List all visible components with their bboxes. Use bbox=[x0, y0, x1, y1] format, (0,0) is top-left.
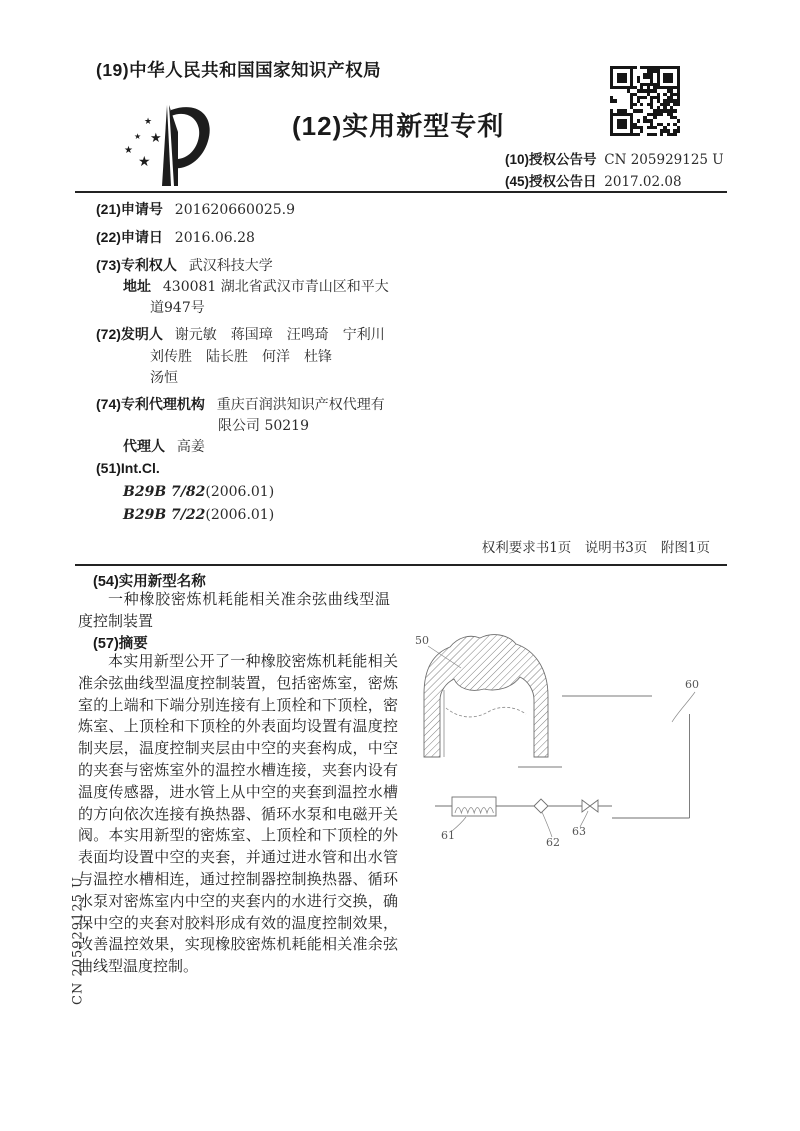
biblio-divider bbox=[75, 564, 727, 566]
inventors-line1: 谢元敏 蒋国璋 汪鸣琦 宁利川 bbox=[174, 327, 385, 343]
header-divider bbox=[75, 191, 727, 193]
issuing-office-title: (19)中华人民共和国国家知识产权局 bbox=[96, 60, 382, 80]
patentee-value: 武汉科技大学 bbox=[188, 258, 273, 274]
agent-label: 代理人 bbox=[123, 438, 165, 454]
intcl-code-1: B29B 7/82 bbox=[123, 484, 206, 500]
svg-text:★: ★ bbox=[150, 131, 162, 146]
svg-text:★: ★ bbox=[138, 154, 151, 170]
application-number-value: 201620660025.9 bbox=[174, 202, 296, 218]
abstract-text: 本实用新型公开了一种橡胶密炼机耗能相关准余弦曲线型温度控制装置，包括密炼室，密炼室的上端和下端分别连接有上顶栓和下顶栓，密炼室、上顶栓和下顶栓的外表面均设置有温度控制夹层，温度控制夹层由中空的夹套构成，中空的夹套与密炼室外的温控水槽连接，夹套内设有温度传感器，进水管上从中空的夹套到温控水槽的方向依次连接有换热器、循环水泵和电磁开关阀。本实用新型的密炼室、上顶栓和下顶栓的外表面均设置中空的夹套，并通过进水管和出水管与温控水槽相连，通过控制器控制换热器、循环水泵对密炼室内中空的夹套内的水进行交换，确保中空的夹套对胶料形成有效的温度控制效果，改善温控效果，实现橡胶密炼机耗能相关准余弦曲线型温度控制。 bbox=[78, 652, 398, 976]
address-line2: 道947号 bbox=[150, 300, 205, 316]
utility-model-title: 一种橡胶密炼机耗能相关准余弦曲线型温度控制装置 bbox=[78, 590, 390, 630]
publication-date-label: (45)授权公告日 bbox=[505, 174, 597, 189]
intcl-label: (51)Int.Cl. bbox=[96, 460, 160, 476]
agency-label: (74)专利代理机构 bbox=[96, 396, 205, 412]
agency-row bbox=[96, 394, 385, 414]
inventors-line3: 汤恒 bbox=[150, 370, 178, 386]
inventors-row-2 bbox=[150, 346, 332, 366]
valve-symbol bbox=[582, 800, 598, 812]
address-label: 地址 bbox=[123, 278, 151, 294]
agency-line1: 重庆百润洪知识产权代理有 bbox=[216, 397, 385, 413]
intcl-entry-1 bbox=[123, 483, 274, 500]
publication-number-value: CN 205929125 U bbox=[604, 152, 724, 168]
qr-code-icon bbox=[610, 66, 680, 136]
patentee-label: (73)专利权人 bbox=[96, 257, 177, 273]
svg-text:★: ★ bbox=[144, 117, 153, 127]
agency-row-2 bbox=[218, 415, 309, 435]
intcl-version-2: (2006.01) bbox=[205, 507, 275, 523]
pages-summary: 权利要求书1页 说明书3页 附图1页 bbox=[481, 540, 710, 556]
publication-number-label: (10)授权公告号 bbox=[505, 152, 597, 167]
side-publication-code: CN 205929125 U bbox=[70, 876, 86, 1005]
ref-label-62: 62 bbox=[546, 836, 560, 849]
publication-number-row bbox=[505, 148, 724, 168]
application-date-row bbox=[96, 227, 255, 247]
address-row bbox=[123, 276, 389, 296]
ref-label-61: 61 bbox=[441, 829, 455, 842]
publication-date-row bbox=[505, 170, 682, 190]
intcl-row bbox=[96, 460, 160, 476]
ref-label-63: 63 bbox=[572, 825, 586, 838]
intcl-entry-2 bbox=[123, 506, 274, 523]
cnipa-logo-icon bbox=[116, 98, 220, 190]
agent-row bbox=[123, 436, 205, 456]
application-date-label: (22)申请日 bbox=[96, 229, 163, 245]
address-row-2 bbox=[150, 297, 205, 317]
inventors-row-3 bbox=[150, 367, 178, 387]
document-type-title: (12)实用新型专利 bbox=[292, 111, 505, 141]
patent-drawing bbox=[408, 622, 760, 872]
patentee-row bbox=[96, 255, 273, 275]
intcl-code-2: B29B 7/22 bbox=[123, 507, 206, 523]
application-number-row bbox=[96, 199, 295, 219]
agent-name: 高姜 bbox=[176, 439, 205, 455]
svg-text:★: ★ bbox=[134, 132, 142, 141]
application-date-value: 2016.06.28 bbox=[174, 230, 255, 246]
publication-date-value: 2017.02.08 bbox=[604, 174, 682, 190]
abstract-section-label: (57)摘要 bbox=[93, 636, 148, 652]
pump-symbol bbox=[534, 799, 548, 813]
svg-text:★: ★ bbox=[124, 145, 133, 156]
intcl-version-1: (2006.01) bbox=[205, 484, 275, 500]
title-section-label: (54)实用新型名称 bbox=[93, 574, 206, 590]
inventors-line2: 刘传胜 陆长胜 何洋 杜锋 bbox=[150, 349, 332, 365]
application-number-label: (21)申请号 bbox=[96, 201, 163, 217]
chamber-wall-section bbox=[424, 635, 548, 757]
ref-label-50: 50 bbox=[415, 634, 429, 647]
inventors-row bbox=[96, 324, 385, 344]
address-line1: 430081 湖北省武汉市青山区和平大 bbox=[162, 279, 389, 295]
agency-line2: 限公司 50219 bbox=[218, 418, 309, 434]
ref-label-60: 60 bbox=[685, 678, 699, 691]
inventors-label: (72)发明人 bbox=[96, 326, 163, 342]
